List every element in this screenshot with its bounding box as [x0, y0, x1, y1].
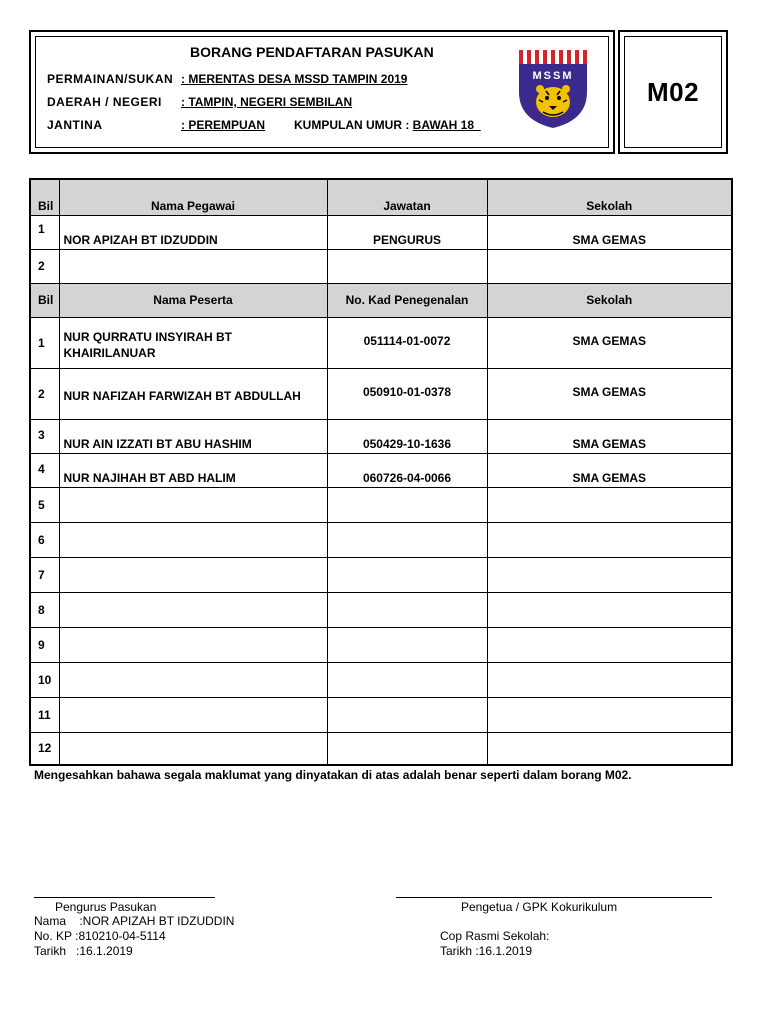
participant-sekolah: [487, 732, 732, 765]
table-row: [30, 662, 732, 697]
participant-sekolah: SMA GEMAS: [487, 317, 732, 368]
participant-ic: [327, 592, 487, 627]
row-bil: 2: [30, 249, 59, 283]
table-row: [30, 557, 732, 592]
row-bil: 12: [30, 732, 59, 765]
row-bil: 9: [30, 627, 59, 662]
row-bil: 7: [30, 557, 59, 592]
col-header-no-kp: No. Kad Penegenalan: [327, 283, 487, 317]
officials-header-row: [30, 179, 732, 215]
participant-sekolah: [487, 557, 732, 592]
participant-ic: [327, 697, 487, 732]
official-sekolah: SMA GEMAS: [487, 215, 732, 249]
row-bil: 6: [30, 522, 59, 557]
participant-sekolah: [487, 662, 732, 697]
col-header-bil: Bil: [30, 283, 59, 317]
row-bil: 10: [30, 662, 59, 697]
participant-sekolah: [487, 487, 732, 522]
participant-sekolah: [487, 592, 732, 627]
table-row: [30, 487, 732, 522]
participant-name: NUR AIN IZZATI BT ABU HASHIM: [59, 419, 327, 453]
kumpulan-label: KUMPULAN UMUR :: [294, 118, 410, 132]
kumpulan-value: BAWAH 18_: [412, 118, 481, 132]
row-bil: 2: [30, 368, 59, 419]
table-row: [30, 627, 732, 662]
row-bil: 5: [30, 487, 59, 522]
signature-line-left: [34, 897, 215, 898]
table-row: [30, 697, 732, 732]
official-name: [59, 249, 327, 283]
form-code-box: [618, 30, 728, 154]
logo-stripes-icon: [519, 50, 587, 64]
participant-ic: [327, 627, 487, 662]
participant-ic: [327, 732, 487, 765]
kumpulan-umur: [294, 118, 481, 132]
col-header-jawatan: Jawatan: [327, 179, 487, 215]
participant-ic: [327, 487, 487, 522]
participant-sekolah: SMA GEMAS: [487, 453, 732, 487]
sig-right-role: Pengetua / GPK Kokurikulum: [461, 900, 618, 914]
participant-sekolah: [487, 522, 732, 557]
sig-left-nokp: No. KP :810210-04-5114: [34, 929, 166, 943]
sig-left-tarikh: Tarikh :16.1.2019: [34, 944, 133, 958]
sig-left-role: Pengurus Pasukan: [55, 900, 157, 914]
participants-header-row: [30, 283, 732, 317]
table-row: [30, 249, 732, 283]
participant-name: NUR NAJIHAH BT ABD HALIM: [59, 453, 327, 487]
row-bil: 3: [30, 419, 59, 453]
table-row: [30, 592, 732, 627]
participant-sekolah: SMA GEMAS: [487, 368, 732, 419]
registration-table: [29, 178, 733, 766]
col-header-sekolah: Sekolah: [487, 283, 732, 317]
field-value-daerah: : TAMPIN, NEGERI SEMBILAN: [181, 95, 353, 109]
participant-name: [59, 627, 327, 662]
official-jawatan: PENGURUS: [327, 215, 487, 249]
participant-ic: 060726-04-0066: [327, 453, 487, 487]
field-label-sukan: PERMAINAN/SUKAN: [47, 72, 174, 86]
form-title: BORANG PENDAFTARAN PASUKAN: [190, 44, 434, 60]
official-jawatan: [327, 249, 487, 283]
participant-name: [59, 662, 327, 697]
participant-name: [59, 697, 327, 732]
confirmation-statement: Mengesahkan bahawa segala maklumat yang dinyatakan di atas adalah benar seperti dalam borang M02.: [34, 768, 632, 782]
table-row: [30, 732, 732, 765]
participant-sekolah: SMA GEMAS: [487, 419, 732, 453]
participant-ic: 050910-01-0378: [327, 368, 487, 419]
sig-left-nama: Nama :NOR APIZAH BT IDZUDDIN: [34, 914, 235, 928]
field-label-daerah: DAERAH / NEGERI: [47, 95, 162, 109]
field-value-sukan: : MERENTAS DESA MSSD TAMPIN 2019: [181, 72, 408, 86]
mssm-logo: [516, 48, 590, 130]
participant-ic: [327, 662, 487, 697]
table-row: [30, 522, 732, 557]
table-row: [30, 453, 732, 487]
table-row: [30, 215, 732, 249]
participant-name: [59, 487, 327, 522]
sig-right-tarikh: Tarikh :16.1.2019: [440, 944, 533, 958]
participant-name: NUR QURRATU INSYIRAH BT KHAIRILANUAR: [59, 317, 327, 368]
row-bil: 1: [30, 215, 59, 249]
participant-ic: [327, 557, 487, 592]
participant-name: [59, 592, 327, 627]
participant-ic: 051114-01-0072: [327, 317, 487, 368]
official-name: NOR APIZAH BT IDZUDDIN: [59, 215, 327, 249]
field-value-jantina: : PEREMPUAN: [181, 118, 266, 132]
col-header-bil: Bil: [30, 179, 59, 215]
tiger-head-icon: [536, 85, 570, 117]
sig-right-cop: Cop Rasmi Sekolah:: [440, 929, 550, 943]
col-header-nama-peserta: Nama Peserta: [59, 283, 327, 317]
participant-sekolah: [487, 627, 732, 662]
table-row: [30, 317, 732, 368]
table-row: [30, 419, 732, 453]
participant-ic: 050429-10-1636: [327, 419, 487, 453]
participant-name: NUR NAFIZAH FARWIZAH BT ABDULLAH: [59, 368, 327, 419]
signature-line-right: [396, 897, 712, 898]
participant-name: [59, 522, 327, 557]
row-bil: 8: [30, 592, 59, 627]
col-header-sekolah: Sekolah: [487, 179, 732, 215]
field-label-jantina: JANTINA: [47, 118, 103, 132]
table-row: [30, 368, 732, 419]
logo-text: MSSM: [532, 70, 574, 82]
row-bil: 1: [30, 317, 59, 368]
participant-name: [59, 732, 327, 765]
participant-name: [59, 557, 327, 592]
col-header-nama-pegawai: Nama Pegawai: [59, 179, 327, 215]
participant-ic: [327, 522, 487, 557]
form-code: M02: [646, 76, 700, 107]
official-sekolah: [487, 249, 732, 283]
row-bil: 11: [30, 697, 59, 732]
row-bil: 4: [30, 453, 59, 487]
participant-sekolah: [487, 697, 732, 732]
